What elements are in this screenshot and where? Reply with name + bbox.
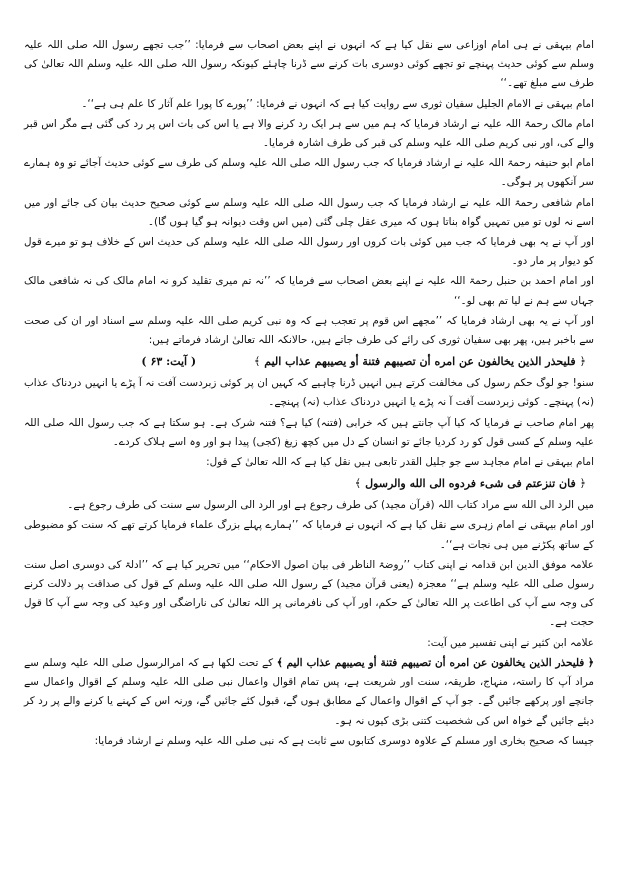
ornate-bracket-open: ﴿ [587, 656, 594, 669]
paragraph-fitna: پھر امام صاحب نے فرمایا کہ کیا آپ جانتے ہیں کہ خرابی (فتنہ) کیا ہے؟ فتنہ شرک ہے۔ ہو سکتا ہے کہ جب رسول اللہ صلی اللہ علیہ وسلم کے کسی قول کو رد کردیا جائے تو انسان کے دل میں کچھ زیغ (کجی) پیدا ہو اور وہ اسے ہلاک کردے۔ [24, 416, 594, 448]
verse-text: فليحذر الذين يخالفون عن امره أن تصيبهم فتنة أو يصيبهم عذاب اليم [264, 355, 576, 369]
paragraph-ibn-qudama: علامہ موفق الدین ابن قدامہ نے اپنی کتاب ’’روضۃ الناظر فی بیان اصول الاحکام‘‘ میں تحریر کیا ہے کہ ’’ادلۃ کی دوسری اصل سنت رسول صلی اللہ علیہ وسلم ہے‘‘ معجزہ (یعنی قرآن مجید) کے رسول اللہ صلی اللہ علیہ وسلم کے قول کی صداقت پر دلالت کرنے کی وجہ سے آپ کی اطاعت پر اللہ تعالیٰ کے حکم، اور آپ کی نافرمانی پر اللہ تعالیٰ کی ناراضگی اور وعید کی وجہ سے آپ کا قول حجت ہے۔ [24, 558, 594, 629]
quran-verse-2 [24, 474, 594, 494]
paragraph-translation: سنو! جو لوگ حکم رسول کی مخالفت کرتے ہیں انہیں ڈرنا چاہیے کہ کہیں ان پر کوئی زبردست آفت نہ آ پڑے یا انہیں دردناک عذاب (نہ) پہنچے۔ کوئی زبردست آفت آ نہ پڑے یا انہیں دردناک عذاب (نہ) پہنچے۔ [24, 377, 594, 409]
paragraph-awzai: امام بیہقی نے ہی امام اوزاعی سے نقل کیا ہے کہ انہوں نے اپنے بعض اصحاب سے فرمایا: ’’جب تجھے رسول اللہ صلی اللہ علیہ وسلم سے کوئی حدیث پہنچے تو تجھے کوئی دوسری بات کرنے سے ڈرنا چاہئے کیونکہ رسول اللہ صلی اللہ علیہ وسلم اللہ تعالیٰ کی طرف سے مبلغ تھے۔‘‘ [24, 39, 594, 90]
paragraph-ahmad: اور امام احمد بن حنبل رحمۃ اللہ علیہ نے اپنے بعض اصحاب سے فرمایا کہ ’’نہ تم میری تقلید کرو نہ امام مالک کی نہ شافعی مالک جہاں سے ہم نے لیا تم بھی لو۔‘‘ [24, 275, 594, 307]
ornate-bracket-close: ﴾ [354, 477, 362, 491]
quran-verse-1 [24, 352, 594, 372]
paragraph-malik: امام مالک رحمۃ اللہ علیہ نے ارشاد فرمایا کہ ہم میں سے ہر ایک رد کرنے والا ہے یا اس کی بات اس پر رد کی گئی ہے مگر اس قبر والے کی، اور نبی کریم صلی اللہ علیہ وسلم کی قبر کی طرف اشارہ فرمایا۔ [24, 117, 594, 150]
ornate-bracket-close: ﴾ [276, 656, 283, 669]
paragraph-radd: میں الرد الی الله سے مراد کتاب اللہ (قرآن مجید) کی طرف رجوع ہے اور الرد الی الرسول سے سنت کی طرف رجوع ہے۔ [67, 499, 594, 512]
paragraph-sufyan: امام بیہقی نے الامام الجلیل سفیان ثوری سے روایت کیا ہے کہ انہوں نے فرمایا: ’’پورے کا پورا علم آثار کا علم ہی ہے‘‘۔ [81, 97, 594, 110]
paragraph-shafii-wall: اور آپ نے یہ بھی فرمایا کہ جب میں کوئی بات کروں اور رسول اللہ صلی اللہ علیہ وسلم کی حدیث اس کے خلاف ہو تو میرے قول کو دیوار پر مار دو۔ [24, 236, 594, 268]
verse-text: فليحذر الذين يخالفون عن امره أن تصيبهم فتنة أو يصيبهم عذاب اليم [286, 656, 585, 669]
quran-verse-3-paragraph [24, 654, 594, 731]
verse-text: فان تنزعتم فى شىء فردوه الى الله والرسول [365, 477, 576, 491]
paragraph-ahmad-sufyan: اور آپ نے یہ بھی ارشاد فرمایا کہ ’’مجھے اس قوم پر تعجب ہے کہ وہ نبی کریم صلی اللہ علیہ وسلم سے اسناد اور ان کی صحت سے باخبر ہیں، پھر بھی سفیان ثوری کی رائے کی طرف جاتے ہیں، حالانکہ اللہ تعالیٰ ارشاد فرماتے ہیں: [24, 314, 594, 347]
verse-reference: ( آیت: ۶۳ ) [141, 355, 197, 369]
ornate-bracket-close: ﴾ [253, 355, 261, 369]
paragraph-mujahid: امام بیہقی نے امام مجاہد سے جو جلیل القدر تابعی ہیں نقل کیا ہے کہ اللہ تعالیٰ کے قول: [206, 456, 594, 469]
paragraph-bukhari: جیسا کہ صحیح بخاری اور مسلم کے علاوہ دوسری کتابوں سے ثابت ہے کہ نبی صلی اللہ علیہ وسلم نے ارشاد فرمایا: [94, 734, 594, 747]
paragraph-ibn-kathir: علامہ ابن کثیر نے اپنی تفسیر میں آیت: [427, 636, 594, 649]
ornate-bracket-open: ﴿ [579, 477, 586, 491]
ornate-bracket-open: ﴿ [579, 355, 586, 369]
paragraph-zuhri: اور امام بیہقی نے امام زہری سے نقل کیا ہے کہ انہوں نے فرمایا کہ ’’ہمارے پہلے بزرگ علماء فرمایا کرتے تھے کہ سنت کو مضبوطی کے ساتھ پکڑنے میں ہی نجات ہے‘‘۔ [24, 519, 594, 551]
paragraph-shafii: امام شافعی رحمۃ اللہ علیہ نے ارشاد فرمایا کہ جب رسول اللہ صلی اللہ علیہ وسلم سے کوئی صحیح حدیث بیان کی جائے اور میں اسے نہ لوں تو میں تمہیں گواہ بناتا ہوں کہ میری عقل چلی گئی (میں اس وقت دیوانہ ہو گیا ہوں گا)۔ [24, 196, 594, 228]
paragraph-abu-hanifa: امام ابو حنیفہ رحمۃ اللہ علیہ نے ارشاد فرمایا کہ جب رسول اللہ صلی اللہ علیہ وسلم کی طرف سے کوئی حدیث آجائے تو وہ ہمارے سر آنکھوں پر ہوگی۔ [24, 157, 594, 189]
verse-commentary: کے تحت لکھا ہے کہ امرالرسول صلی اللہ علیہ وسلم سے مراد آپ کا راستہ، منہاج، طریقہ، سنت اور شریعت ہے، پس تمام اقوال واعمال نبی صلی اللہ علیہ وسلم کے اقوال واعمال سے جانچے اور پرکھے جائیں گے۔ جو آپ کے اقوال واعمال کے مطابق ہوں گے، قبول کئے جائیں گے، ورنہ اس کے کہنے یا کرنے والے پر رد کر دیئے جائیں گے خواہ اس کی شخصیت کتنی بڑی کیوں نہ ہو۔ [24, 656, 594, 727]
